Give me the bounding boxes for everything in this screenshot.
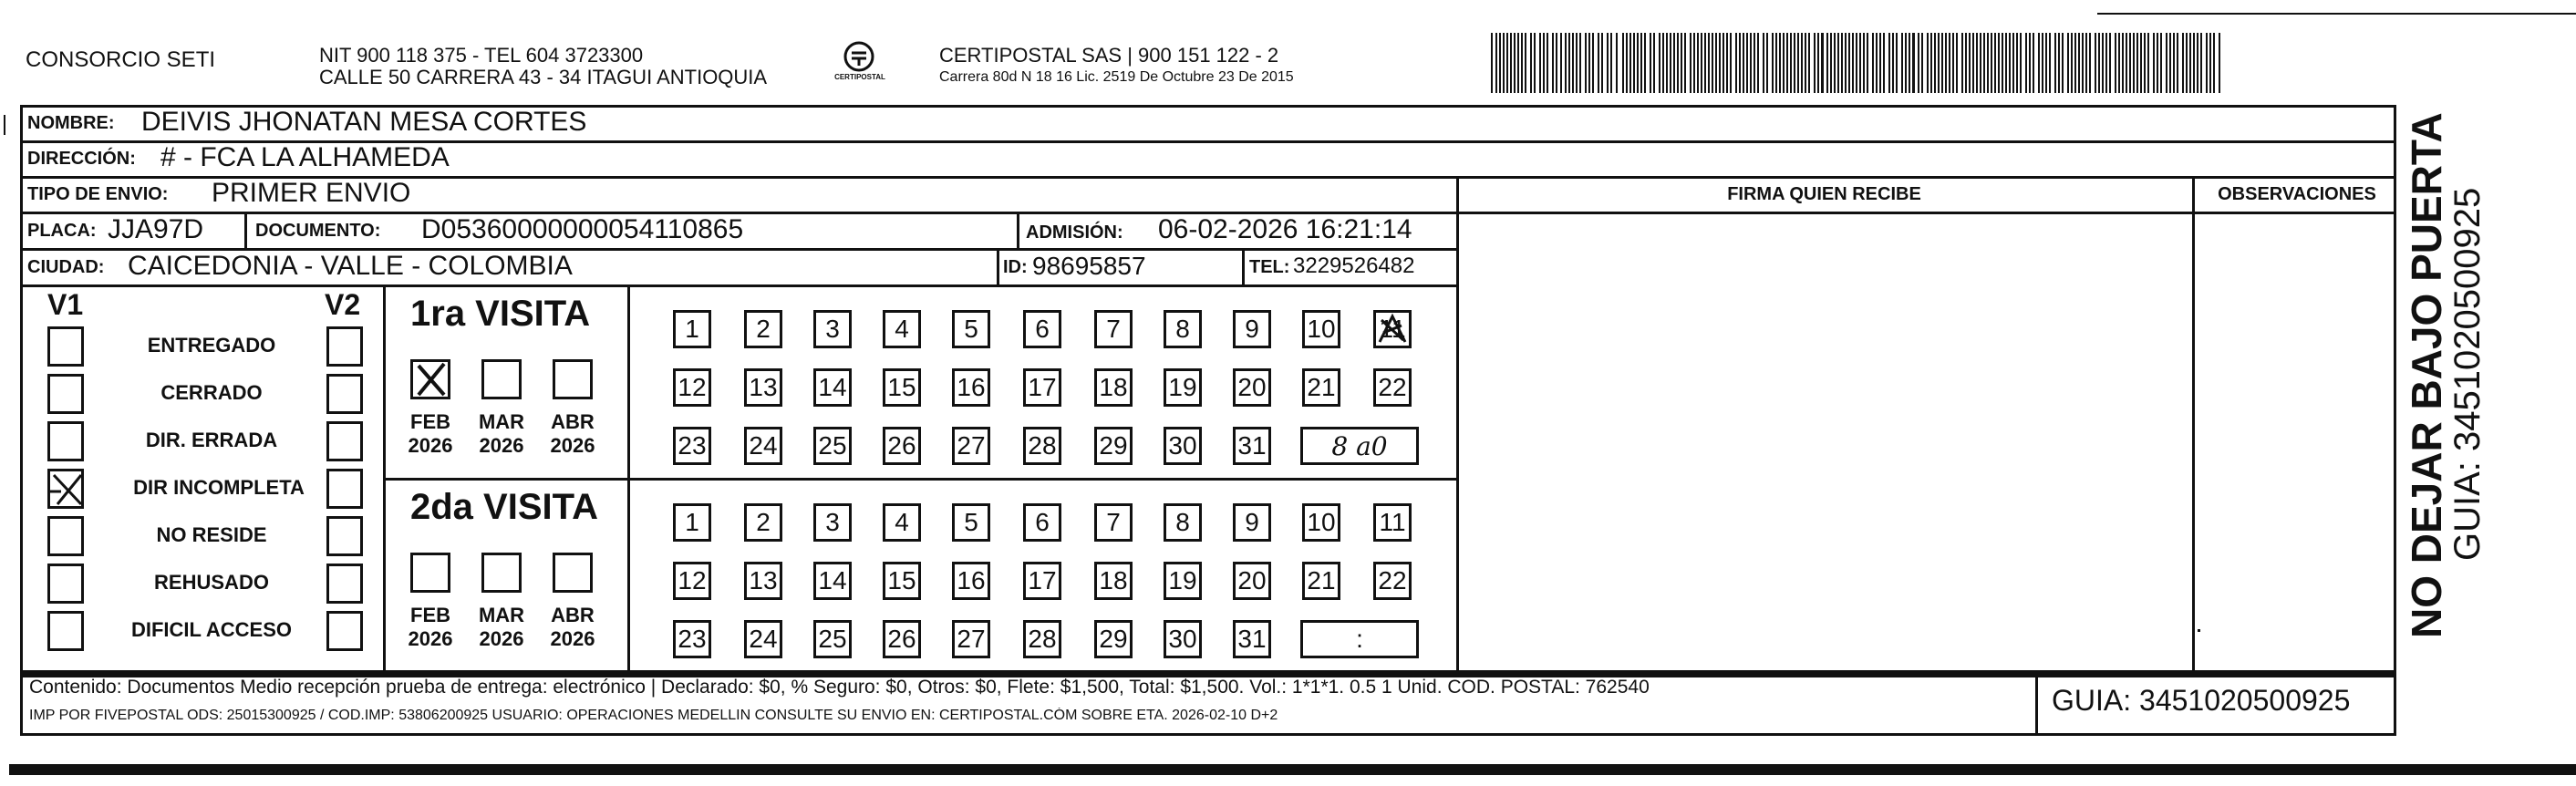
barcode [1491, 33, 2220, 93]
day-box[interactable]: 6 [1023, 310, 1061, 348]
logo-caption: CERTIPOSTAL [834, 73, 885, 81]
month-year: 2026 [408, 434, 453, 457]
day-box[interactable]: 16 [952, 368, 990, 407]
day-box[interactable]: 26 [883, 427, 921, 465]
month-checkbox-abr[interactable] [553, 553, 593, 593]
reason-label: CERRADO [160, 381, 263, 404]
reason-label: NO RESIDE [156, 523, 267, 546]
month-name: MAR [478, 410, 525, 433]
observaciones-header: OBSERVACIONES [2218, 184, 2376, 204]
documento-label: DOCUMENTO: [255, 221, 381, 241]
bottom-rule [9, 764, 2576, 775]
day-number: 11 [1379, 315, 1406, 343]
left-tick [4, 115, 5, 135]
day-box[interactable]: 4 [883, 310, 921, 348]
placa-value: JJA97D [108, 214, 204, 244]
admision-divider [1017, 212, 1019, 248]
day-box[interactable]: 21 [1302, 562, 1340, 600]
observaciones-divider [2192, 176, 2195, 672]
day-box[interactable]: 20 [1233, 368, 1271, 407]
day-box[interactable]: 18 [1094, 562, 1133, 600]
v1-checkbox[interactable] [47, 421, 84, 461]
day-box[interactable]: 23 [673, 620, 711, 658]
direccion-value: # - FCA LA ALHAMEDA [160, 142, 450, 172]
day-box[interactable]: 3 [813, 310, 852, 348]
id-label: ID: [1003, 257, 1028, 277]
day-box[interactable]: 30 [1164, 620, 1202, 658]
day-box[interactable]: 14 [813, 562, 852, 600]
day-box[interactable]: 19 [1164, 368, 1202, 407]
day-box[interactable]: 27 [952, 427, 990, 465]
v2-label: V2 [325, 288, 361, 321]
certipostal-line: CERTIPOSTAL SAS | 900 151 122 - 2 [939, 44, 1279, 67]
day-box[interactable]: 13 [744, 562, 782, 600]
direccion-label: DIRECCIÓN: [27, 149, 136, 169]
col-header-line [1456, 212, 2396, 214]
admision-value: 06-02-2026 16:21:14 [1158, 214, 1412, 244]
day-box[interactable]: 2 [744, 503, 782, 542]
month-year: 2026 [408, 627, 453, 650]
day-box[interactable]: 3 [813, 503, 852, 542]
day-box[interactable]: 14 [813, 368, 852, 407]
day-box[interactable]: 9 [1233, 310, 1271, 348]
v2-checkbox[interactable] [326, 516, 363, 556]
guia-side-text: GUIA: 3451020500925 [2447, 187, 2488, 561]
day-box[interactable]: 26 [883, 620, 921, 658]
firma-divider [1456, 176, 1459, 672]
reason-label: ENTREGADO [147, 334, 276, 357]
day-box[interactable]: 12 [673, 562, 711, 600]
day-box[interactable]: 7 [1094, 310, 1133, 348]
day-box[interactable]: 6 [1023, 503, 1061, 542]
month-checkbox-abr[interactable] [553, 359, 593, 399]
v1-checkbox[interactable] [47, 326, 84, 367]
documento-value: D05360000000054110865 [421, 214, 744, 244]
v1-label: V1 [47, 288, 84, 321]
day-box[interactable]: 29 [1094, 620, 1133, 658]
day-box[interactable]: 29 [1094, 427, 1133, 465]
month-name: FEB [410, 410, 450, 433]
day-box[interactable]: 1 [673, 310, 711, 348]
reason-label: DIR INCOMPLETA [133, 476, 305, 499]
second-visit-title: 2da VISITA [410, 487, 598, 527]
tel-value: 3229526482 [1293, 253, 1415, 278]
day-box[interactable]: 31 [1233, 620, 1271, 658]
barcode-bars [1491, 33, 2220, 93]
day-box[interactable]: 17 [1023, 368, 1061, 407]
row-line-5 [20, 284, 1458, 287]
v2-checkbox[interactable] [326, 611, 363, 651]
month-label [545, 410, 600, 458]
v1-checkbox[interactable] [47, 611, 84, 651]
reason-label: REHUSADO [154, 571, 269, 594]
day-box[interactable]: 7 [1094, 503, 1133, 542]
day-box[interactable]: 27 [952, 620, 990, 658]
check-mark-icon [413, 362, 450, 398]
ciudad-label: CIUDAD: [27, 257, 105, 277]
month-label [403, 410, 458, 458]
month-name: ABR [551, 410, 595, 433]
v1-checkbox[interactable] [47, 469, 84, 509]
month-year: 2026 [479, 434, 524, 457]
day-box[interactable]: 9 [1233, 503, 1271, 542]
nit-line: NIT 900 118 375 - TEL 604 3723300 [319, 44, 644, 67]
day-box[interactable]: 21 [1302, 368, 1340, 407]
check-mark-icon [50, 471, 87, 508]
contenido-text: Contenido: Documentos Medio recepción prueba de entrega: electrónico | Declarado: $0, % Seguro: $0, Otros: $0, Flete: $1,500, Total: $1,500. Vol.: 1*1*1. 0.5 1 Unid. COD. POSTAL: 762540 [29, 677, 1650, 698]
address-line: CALLE 50 CARRERA 43 - 34 ITAGUI ANTIOQUIA [319, 66, 768, 88]
time-box[interactable]: 8 a0 [1300, 427, 1419, 465]
month-name: FEB [410, 604, 450, 626]
v1-checkbox[interactable] [47, 516, 84, 556]
day-box[interactable]: 30 [1164, 427, 1202, 465]
day-box[interactable]: 8 [1164, 503, 1202, 542]
id-divider [997, 248, 999, 284]
nombre-label: NOMBRE: [27, 113, 115, 133]
admision-label: ADMISIÓN: [1026, 222, 1123, 243]
day-box[interactable]: 15 [883, 562, 921, 600]
day-box[interactable]: 24 [744, 620, 782, 658]
firma-header: FIRMA QUIEN RECIBE [1727, 184, 1921, 204]
month-checkbox-feb[interactable] [410, 359, 450, 399]
day-box[interactable]: 2 [744, 310, 782, 348]
guia-footer: GUIA: 3451020500925 [2052, 684, 2351, 717]
day-box[interactable]: 4 [883, 503, 921, 542]
certipostal-logo [832, 38, 886, 86]
day-box[interactable]: 15 [883, 368, 921, 407]
top-rule [2097, 13, 2576, 15]
day-box[interactable]: 23 [673, 427, 711, 465]
month-year: 2026 [479, 627, 524, 650]
day-box[interactable]: 31 [1233, 427, 1271, 465]
license-line: Carrera 80d N 18 16 Lic. 2519 De Octubre 23 De 2015 [939, 69, 1294, 85]
day-box[interactable]: 25 [813, 620, 852, 658]
day-box[interactable]: 18 [1094, 368, 1133, 407]
reason-label: DIFICIL ACCESO [130, 618, 292, 641]
day-box[interactable]: 22 [1373, 562, 1412, 600]
v2-checkbox[interactable] [326, 469, 363, 509]
tipo-envio-value: PRIMER ENVIO [212, 178, 411, 208]
day-box[interactable]: 24 [744, 427, 782, 465]
month-checkbox-feb[interactable] [410, 553, 450, 593]
id-value: 98695857 [1032, 252, 1146, 280]
imp-text: IMP POR FIVEPOSTAL ODS: 25015300925 / COD.IMP: 53806200925 USUARIO: OPERACIONES MEDELLIN CONSULTE SU ENVIO EN: CERTIPOSTAL.CÓM SOBRE ETA. 2026-02-10 D+2 [29, 708, 1278, 723]
day-box[interactable]: 5 [952, 310, 990, 348]
reason-label: DIR. ERRADA [145, 429, 278, 451]
month-year: 2026 [550, 434, 595, 457]
day-box[interactable]: 28 [1023, 620, 1061, 658]
month-year: 2026 [550, 627, 595, 650]
tel-divider [1242, 248, 1245, 284]
day-box[interactable]: 28 [1023, 427, 1061, 465]
day-box[interactable]: 25 [813, 427, 852, 465]
day-box[interactable]: 10 [1302, 310, 1340, 348]
day-box[interactable]: 1 [673, 503, 711, 542]
day-box[interactable]: 17 [1023, 562, 1061, 600]
month-label [545, 604, 600, 651]
month-label [474, 410, 529, 458]
ciudad-value: CAICEDONIA - VALLE - COLOMBIA [128, 251, 573, 281]
observaciones-dot [2198, 629, 2200, 632]
day-box[interactable]: 8 [1164, 310, 1202, 348]
visit-split-line [383, 478, 1456, 481]
month-name: MAR [478, 604, 525, 626]
company-name: CONSORCIO SETI [26, 47, 216, 72]
nombre-value: DEIVIS JHONATAN MESA CORTES [141, 107, 587, 137]
no-dejar-text: NO DEJAR BAJO PUERTA [2403, 112, 2450, 638]
month-checkbox-mar[interactable] [481, 553, 522, 593]
day-box[interactable]: 19 [1164, 562, 1202, 600]
v2-checkbox[interactable] [326, 564, 363, 604]
first-visit-title: 1ra VISITA [410, 294, 591, 334]
day-box[interactable]: 10 [1302, 503, 1340, 542]
day-box[interactable]: 11 [1373, 503, 1412, 542]
v1-checkbox[interactable] [47, 564, 84, 604]
v2-checkbox[interactable] [326, 374, 363, 414]
day-box[interactable]: 20 [1233, 562, 1271, 600]
v2-checkbox[interactable] [326, 421, 363, 461]
time-box[interactable]: : [1300, 620, 1419, 658]
day-box[interactable]: 22 [1373, 368, 1412, 407]
month-label [403, 604, 458, 651]
v1-checkbox[interactable] [47, 374, 84, 414]
day-box[interactable] [1373, 310, 1412, 348]
month-checkbox-mar[interactable] [481, 359, 522, 399]
placa-label: PLACA: [27, 221, 97, 241]
day-box[interactable]: 12 [673, 368, 711, 407]
v2-checkbox[interactable] [326, 326, 363, 367]
day-box[interactable]: 5 [952, 503, 990, 542]
placa-divider [244, 212, 247, 248]
scribble-icon [1376, 313, 1409, 346]
day-box[interactable]: 13 [744, 368, 782, 407]
guia-vertical [2447, 160, 2493, 561]
tipo-envio-label: TIPO DE ENVIO: [27, 184, 169, 204]
tel-label: TEL: [1249, 257, 1290, 277]
month-name: ABR [551, 604, 595, 626]
month-label [474, 604, 529, 651]
day-box[interactable]: 16 [952, 562, 990, 600]
